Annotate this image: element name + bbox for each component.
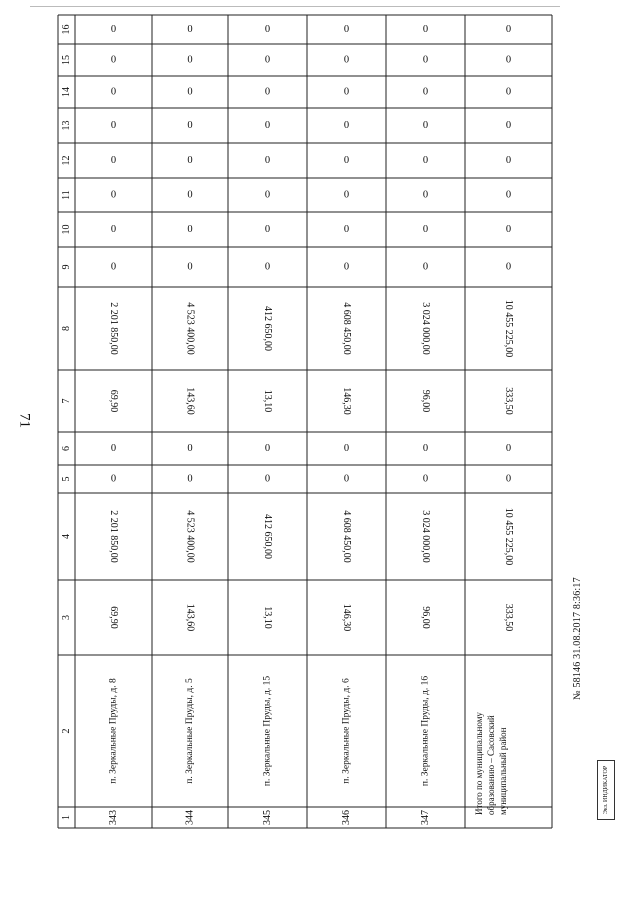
value-cell-col-5: 0	[505, 473, 512, 485]
address-cell: п. Зеркальные Пруды, д. 5	[185, 678, 195, 784]
value-cell-col-10: 0	[187, 224, 193, 235]
value-cell-col-11: 0	[505, 189, 512, 201]
value-cell-col-13: 0	[505, 120, 512, 131]
value-cell-col-12: 0	[343, 155, 350, 166]
value-cell-col-9: 0	[422, 261, 429, 273]
value-cell-col-14: 0	[422, 86, 429, 98]
value-cell-col-15: 0	[422, 54, 429, 66]
stamp-text: Экз. ИНДИКАТОР	[603, 765, 610, 815]
value-cell-col-16: 0	[422, 24, 429, 35]
value-cell-col-7: 333,50	[503, 387, 514, 415]
column-number-13: 13	[61, 120, 72, 131]
total-label-line: муниципальный район	[498, 727, 508, 815]
value-cell-col-6: 0	[505, 443, 512, 454]
value-cell-col-6: 0	[187, 443, 193, 454]
page-number: 71	[16, 413, 33, 428]
value-cell-col-12: 0	[422, 155, 429, 166]
address-cell: п. Зеркальные Пруды, д. 8	[108, 678, 119, 784]
value-cell-col-15: 0	[343, 54, 350, 66]
value-cell-col-14: 0	[110, 86, 117, 98]
row-number-cell: 347	[420, 810, 431, 825]
value-cell-col-7: 69,90	[108, 389, 119, 413]
address-cell: п. Зеркальные Пруды, д. 6	[341, 678, 352, 784]
value-cell-col-12: 0	[110, 155, 117, 166]
value-cell-col-13: 0	[187, 120, 193, 131]
value-cell-col-4: 4 523 400,00	[184, 510, 196, 563]
value-cell-col-16: 0	[505, 24, 512, 35]
row-number-cell: 345	[262, 810, 273, 825]
value-cell-col-8: 10 455 225,00	[503, 299, 514, 358]
value-cell-col-7: 143,60	[184, 387, 196, 415]
value-cell-col-8: 4 608 450,00	[341, 302, 352, 355]
value-cell-col-11: 0	[110, 189, 117, 201]
value-cell-col-15: 0	[505, 54, 512, 66]
value-cell-col-11: 0	[422, 189, 429, 201]
value-cell-col-4: 4 608 450,00	[341, 510, 352, 563]
value-cell-col-7: 146,30	[341, 387, 352, 415]
value-cell-col-13: 0	[422, 120, 429, 131]
column-number-9: 9	[61, 264, 72, 270]
value-cell-col-8: 4 523 400,00	[184, 302, 196, 355]
value-cell-col-4: 10 455 225,00	[503, 507, 514, 566]
value-cell-col-13: 0	[264, 120, 271, 131]
row-number-cell: 346	[341, 810, 352, 825]
value-cell-col-6: 0	[422, 443, 429, 454]
column-number-4: 4	[61, 534, 72, 539]
value-cell-col-7: 13,10	[262, 389, 273, 413]
value-cell-col-3: 96,00	[420, 606, 431, 629]
value-cell-col-14: 0	[343, 86, 350, 98]
value-cell-col-10: 0	[110, 224, 117, 235]
value-cell-col-13: 0	[343, 120, 350, 131]
value-cell-col-16: 0	[110, 24, 117, 35]
total-label-line: образованию – Сасовский	[486, 715, 496, 815]
column-number-10: 10	[61, 224, 72, 235]
value-cell-col-3: 13,10	[262, 606, 273, 629]
value-cell-col-16: 0	[187, 24, 193, 35]
value-cell-col-3: 143,60	[184, 603, 196, 632]
column-number-6: 6	[61, 446, 72, 451]
column-number-2: 2	[61, 728, 72, 734]
value-cell-col-10: 0	[505, 224, 512, 235]
value-cell-col-9: 0	[187, 261, 193, 273]
value-cell-col-5: 0	[343, 473, 350, 485]
value-cell-col-9: 0	[343, 261, 350, 273]
value-cell-col-9: 0	[110, 261, 117, 273]
value-cell-col-5: 0	[187, 473, 193, 485]
column-number-12: 12	[61, 155, 72, 166]
value-cell-col-7: 96,00	[420, 389, 431, 413]
row-number-cell: 344	[184, 810, 196, 825]
column-number-1: 1	[61, 815, 72, 820]
value-cell-col-11: 0	[264, 189, 271, 201]
value-cell-col-8: 2 201 850,00	[108, 302, 119, 355]
address-cell: п. Зеркальные Пруды, д. 16	[420, 675, 431, 787]
value-cell-col-5: 0	[422, 473, 429, 485]
value-cell-col-5: 0	[264, 473, 271, 485]
value-cell-col-4: 412 650,00	[262, 514, 273, 559]
value-cell-col-10: 0	[264, 224, 271, 235]
value-cell-col-6: 0	[343, 443, 350, 454]
value-cell-col-9: 0	[264, 261, 271, 273]
total-label-line: Итого по муниципальному	[474, 712, 484, 815]
value-cell-col-16: 0	[343, 24, 350, 35]
value-cell-col-12: 0	[187, 155, 193, 166]
value-cell-col-14: 0	[264, 86, 271, 98]
column-number-11: 11	[61, 190, 72, 200]
value-cell-col-4: 3 024 000,00	[420, 510, 431, 563]
value-cell-col-10: 0	[422, 224, 429, 235]
value-cell-col-4: 2 201 850,00	[108, 510, 119, 563]
column-number-8: 8	[61, 326, 72, 331]
value-cell-col-8: 3 024 000,00	[420, 302, 431, 355]
value-cell-col-11: 0	[343, 189, 350, 201]
column-number-5: 5	[61, 476, 72, 482]
column-number-15: 15	[61, 55, 72, 65]
value-cell-col-6: 0	[264, 443, 271, 454]
footer-text: № 58146 31.08.2017 8:36:17	[572, 577, 583, 700]
column-number-16: 16	[61, 24, 72, 35]
column-number-3: 3	[61, 615, 72, 620]
value-cell-col-15: 0	[110, 54, 117, 66]
address-cell: п. Зеркальные Пруды, д. 15	[262, 675, 273, 787]
value-cell-col-12: 0	[264, 155, 271, 166]
value-cell-col-14: 0	[505, 86, 512, 98]
value-cell-col-6: 0	[110, 443, 117, 454]
value-cell-col-11: 0	[187, 189, 193, 201]
column-number-7: 7	[61, 398, 72, 404]
value-cell-col-13: 0	[110, 120, 117, 131]
value-cell-col-10: 0	[343, 224, 350, 235]
value-cell-col-3: 69,90	[108, 606, 119, 629]
value-cell-col-9: 0	[505, 261, 512, 273]
value-cell-col-15: 0	[264, 54, 271, 66]
value-cell-col-5: 0	[110, 473, 117, 485]
value-cell-col-14: 0	[187, 86, 193, 98]
value-cell-col-8: 412 650,00	[262, 306, 273, 351]
row-number-cell: 343	[108, 810, 119, 825]
value-cell-col-15: 0	[187, 54, 193, 66]
value-cell-col-16: 0	[264, 24, 271, 35]
value-cell-col-3: 146,30	[341, 603, 352, 632]
column-number-14: 14	[61, 87, 72, 97]
value-cell-col-3: 333,50	[503, 603, 514, 632]
value-cell-col-12: 0	[505, 155, 512, 166]
registration-stamp	[597, 760, 615, 820]
